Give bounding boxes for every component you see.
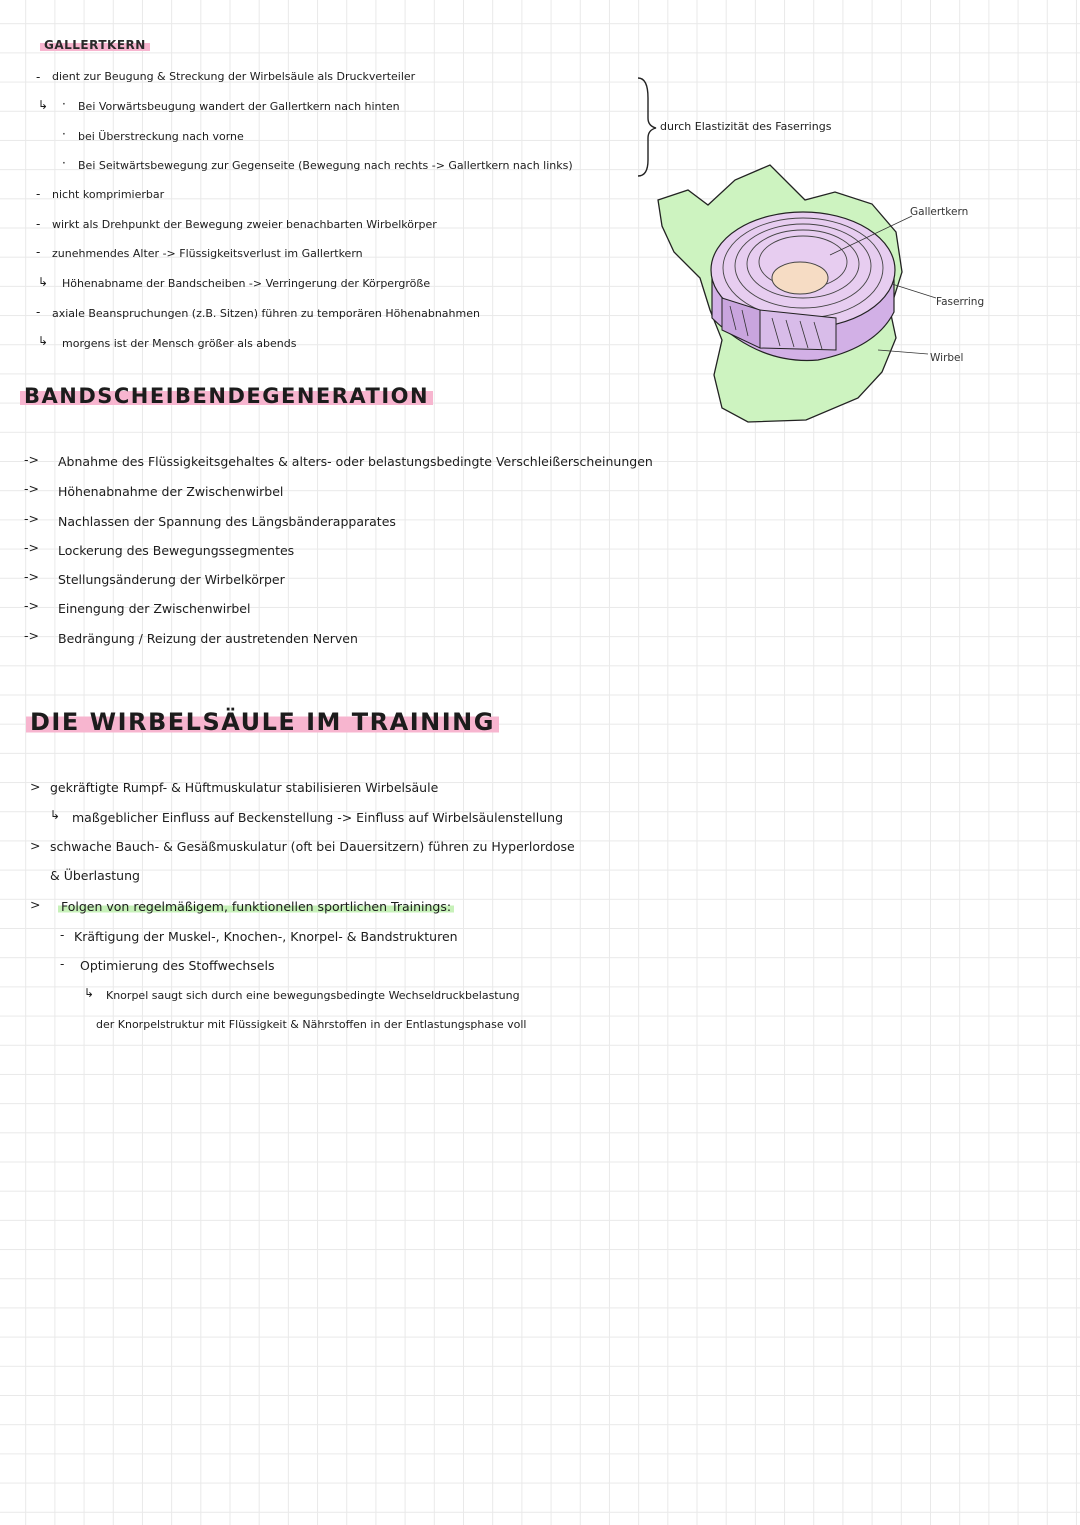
note-line: wirkt als Drehpunkt der Bewegung zweier benachbarten Wirbelkörper [52, 218, 437, 231]
note-line: bei Überstreckung nach vorne [78, 130, 244, 143]
bullet-marker: · [62, 97, 66, 111]
section-title-training: DIE WIRBELSÄULE IM TRAINING [26, 708, 499, 736]
training-line: Optimierung des Stoffwechsels [80, 958, 275, 973]
arrow-marker: -> [24, 598, 39, 613]
arrow-marker: -> [24, 511, 39, 526]
arrow-marker: -> [24, 628, 39, 643]
sub-arrow-icon: ↳ [38, 334, 49, 348]
label-faserring: Faserring [936, 296, 985, 308]
chevron-marker: > [30, 779, 41, 794]
training-line: maßgeblicher Einfluss auf Beckenstellung -> Einfluss auf Wirbelsäulenstellung [72, 810, 564, 825]
training-line: gekräftigte Rumpf- & Hüftmuskulatur stabilisieren Wirbelsäule [50, 780, 439, 795]
note-line: Höhenabname der Bandscheiben -> Verringerung der Körpergröße [62, 277, 431, 290]
degeneration-item: Nachlassen der Spannung des Längsbänderapparates [58, 514, 396, 529]
dash-marker: - [60, 957, 65, 971]
note-line: Bei Vorwärtsbeugung wandert der Gallertkern nach hinten [78, 100, 400, 113]
dash-marker: - [36, 245, 41, 259]
sub-arrow-icon: ↳ [84, 986, 95, 1000]
chevron-marker: > [30, 897, 41, 912]
arrow-marker: -> [24, 569, 39, 584]
arrow-marker: -> [24, 481, 39, 496]
degeneration-item: Stellungsänderung der Wirbelkörper [58, 572, 285, 587]
sub-arrow-icon: ↳ [38, 275, 49, 289]
note-line: nicht komprimierbar [52, 188, 165, 201]
arrow-marker: -> [24, 540, 39, 555]
training-line: der Knorpelstruktur mit Flüssigkeit & Nährstoffen in der Entlastungsphase voll [96, 1018, 527, 1031]
training-line: schwache Bauch- & Gesäßmuskulatur (oft bei Dauersitzern) führen zu Hyperlordose [50, 839, 575, 854]
section-title-bandscheibendegeneration: BANDSCHEIBENDEGENERATION [20, 384, 433, 408]
training-line: Kräftigung der Muskel-, Knochen-, Knorpel- & Bandstrukturen [74, 929, 458, 944]
dash-marker: - [36, 70, 41, 84]
sub-arrow-icon: ↳ [50, 808, 61, 822]
note-line: axiale Beanspruchungen (z.B. Sitzen) führen zu temporären Höhenabnahmen [52, 307, 480, 320]
note-line: zunehmendes Alter -> Flüssigkeitsverlust im Gallertkern [52, 247, 363, 260]
gallertkern-shape [772, 262, 828, 294]
training-line: Knorpel saugt sich durch eine bewegungsbedingte Wechseldruckbelastung [106, 989, 520, 1002]
section-title-gallertkern: GALLERTKERN [40, 38, 150, 52]
dash-marker: - [36, 217, 41, 231]
arrow-marker: -> [24, 452, 39, 467]
dash-marker: - [36, 305, 41, 319]
degeneration-item: Lockerung des Bewegungssegmentes [58, 543, 295, 558]
degeneration-item: Einengung der Zwischenwirbel [58, 601, 251, 616]
note-line: morgens ist der Mensch größer als abends [62, 337, 297, 350]
label-wirbel: Wirbel [930, 352, 964, 364]
dash-marker: - [36, 187, 41, 201]
label-gallertkern: Gallertkern [910, 206, 969, 218]
degeneration-item: Bedrängung / Reizung der austretenden Nerven [58, 631, 358, 646]
note-line: Bei Seitwärtsbewegung zur Gegenseite (Bewegung nach rechts -> Gallertkern nach links) [78, 159, 573, 172]
training-line: & Überlastung [50, 868, 140, 883]
disc-diagram [640, 160, 1080, 440]
note-line: dient zur Beugung & Streckung der Wirbelsäule als Druckverteiler [52, 70, 416, 83]
training-line-highlighted: Folgen von regelmäßigem, funktionellen sportlichen Trainings: [58, 899, 454, 914]
dash-marker: - [60, 928, 65, 942]
brace-note: durch Elastizität des Faserrings [660, 120, 832, 133]
chevron-marker: > [30, 838, 41, 853]
bullet-marker: · [62, 156, 66, 170]
sub-arrow-icon: ↳ [38, 98, 49, 112]
degeneration-item: Höhenabnahme der Zwischenwirbel [58, 484, 284, 499]
bullet-marker: · [62, 127, 66, 141]
degeneration-item: Abnahme des Flüssigkeitsgehaltes & alters- oder belastungsbedingte Verschleißerscheinungen [58, 454, 653, 469]
